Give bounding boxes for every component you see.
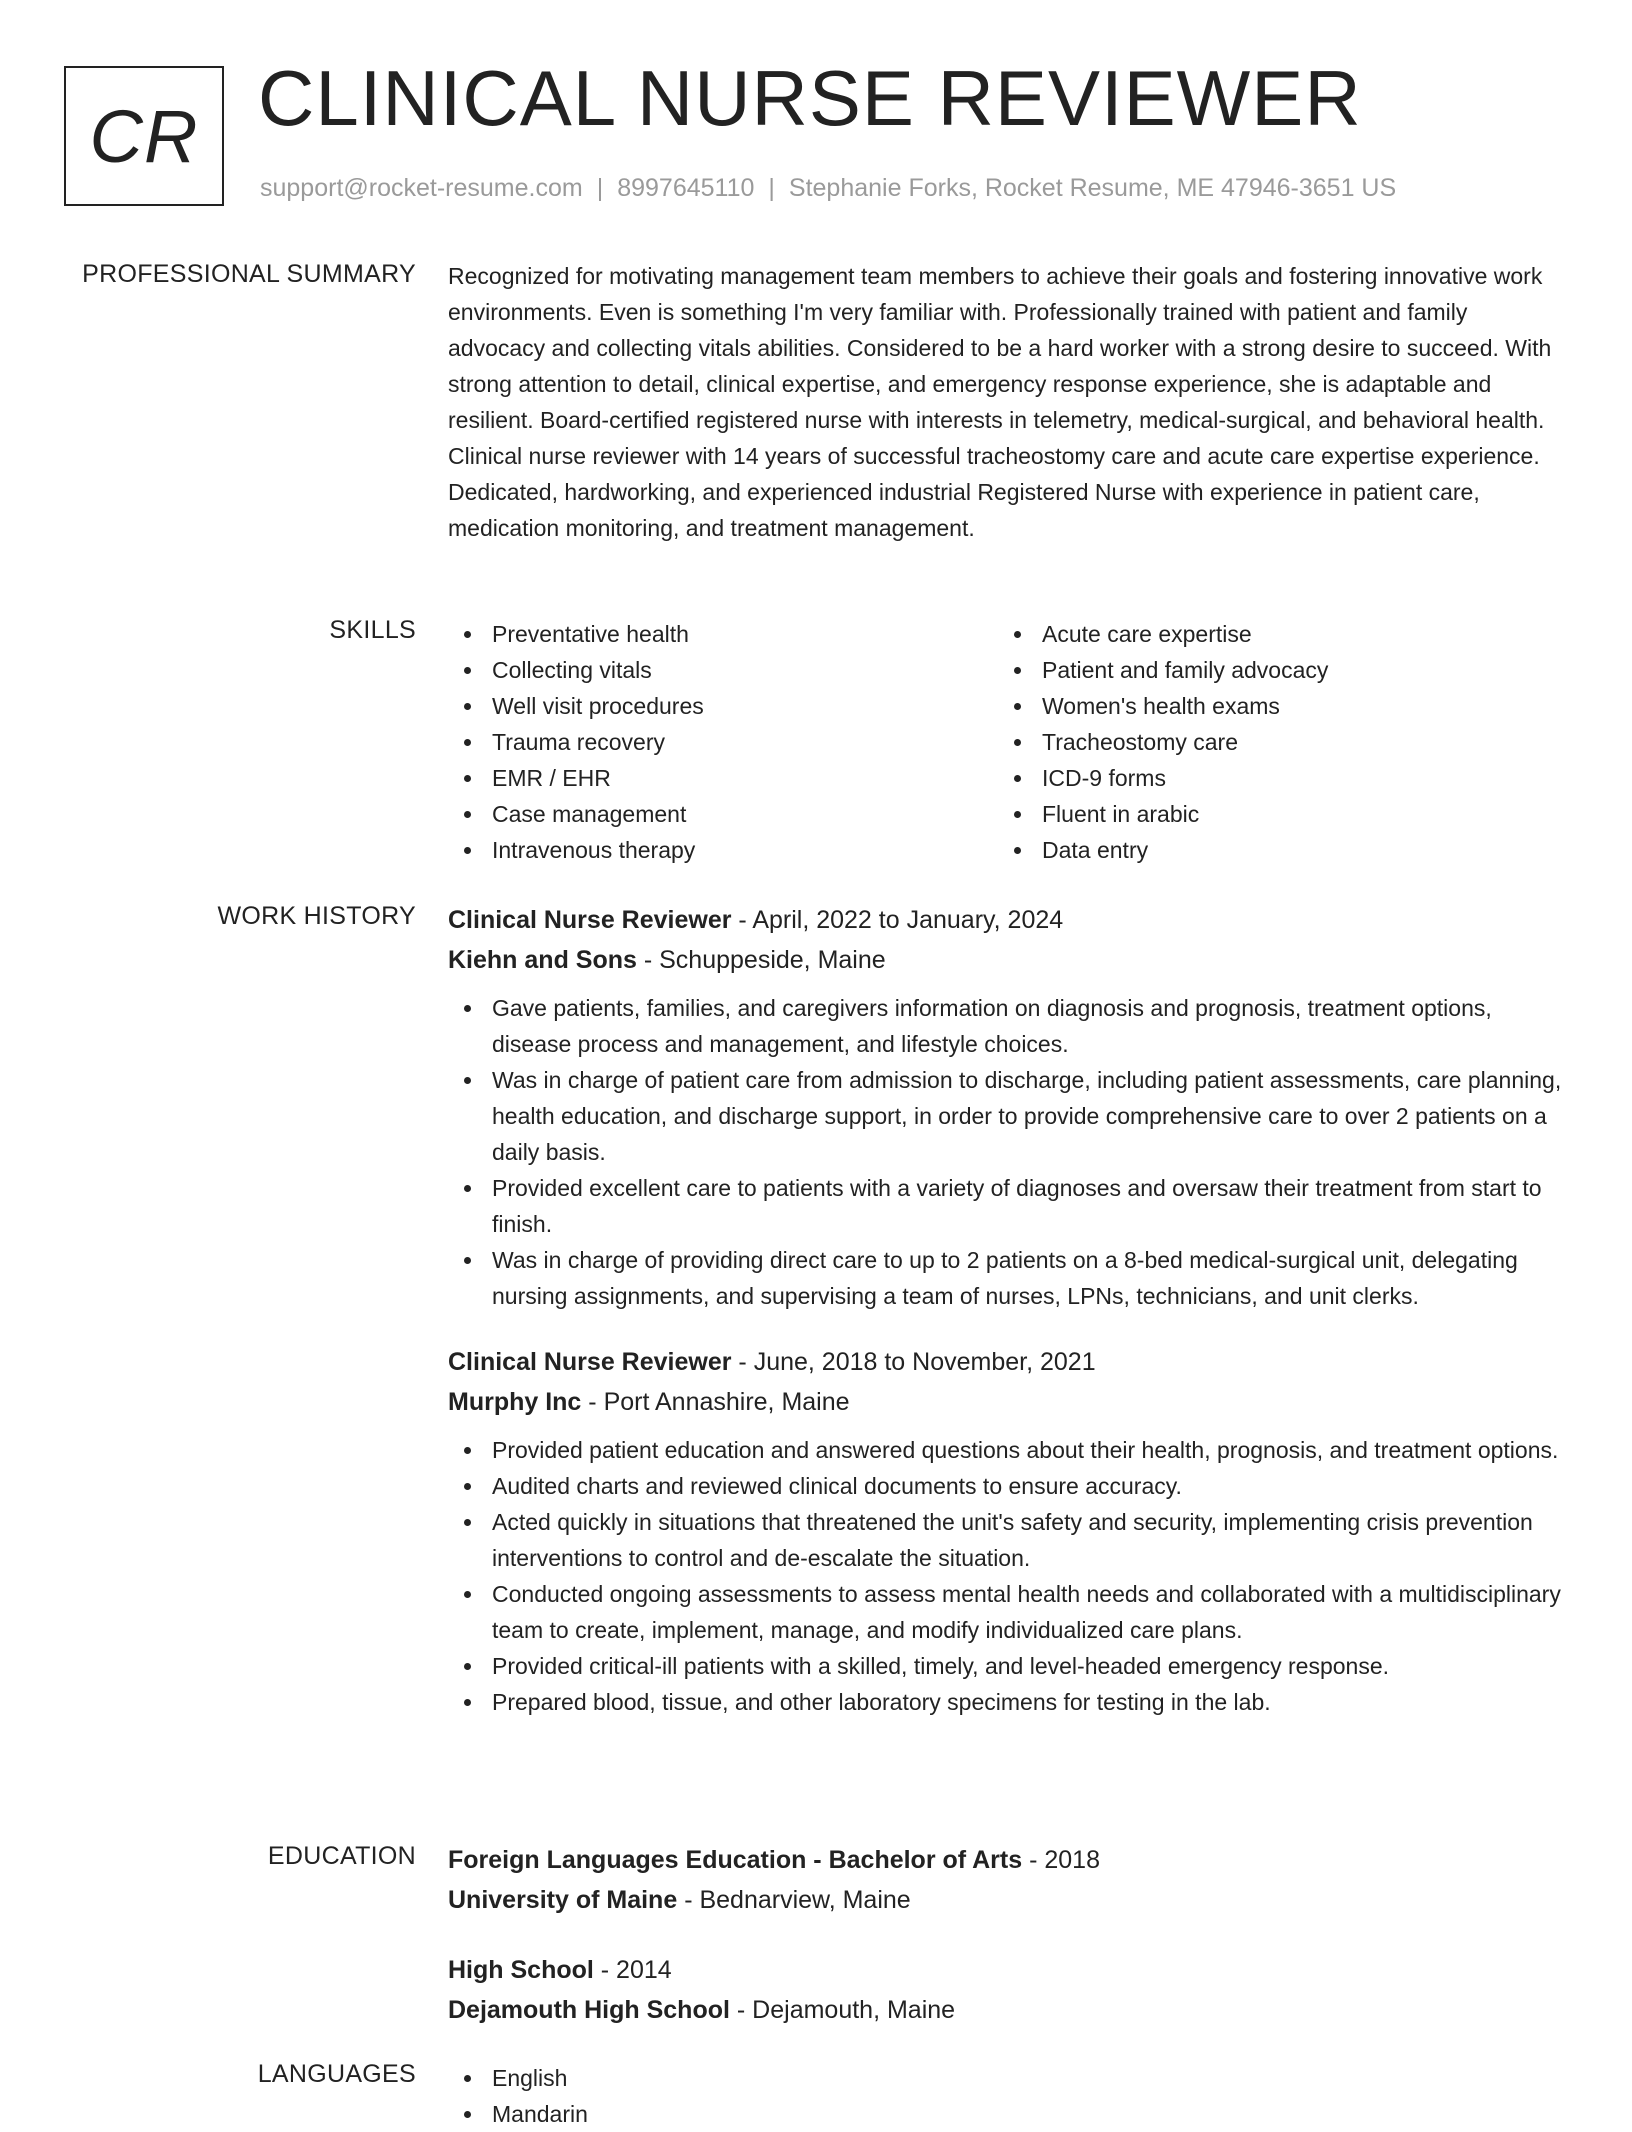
job-bullet: Provided excellent care to patients with a variety of diagnoses and oversaw their treatment from start to finish. bbox=[448, 1170, 1564, 1242]
job-bullet: Provided critical-ill patients with a skilled, timely, and level-headed emergency response. bbox=[448, 1648, 1564, 1684]
skill-item: Data entry bbox=[998, 832, 1548, 868]
job-bullets bbox=[448, 990, 1564, 1314]
languages-list bbox=[448, 2060, 1564, 2132]
languages-body bbox=[448, 2060, 1564, 2132]
edu-school-line bbox=[448, 1990, 1564, 2030]
job-title: Clinical Nurse Reviewer bbox=[448, 906, 732, 934]
skill-item: Collecting vitals bbox=[448, 652, 998, 688]
edu-school: Dejamouth High School bbox=[448, 1996, 730, 2024]
skills-body bbox=[448, 616, 1564, 868]
job-company-line bbox=[448, 1382, 1564, 1422]
job-bullet: Gave patients, families, and caregivers information on diagnosis and prognosis, treatment options, disease process and management, and lifestyle choices. bbox=[448, 990, 1564, 1062]
job-company: Murphy Inc bbox=[448, 1388, 582, 1416]
bullet-icon bbox=[464, 1447, 471, 1454]
education-entry bbox=[448, 1950, 1564, 2030]
education-entry bbox=[448, 1840, 1564, 1920]
edu-location: - Dejamouth, Maine bbox=[736, 1996, 956, 2024]
section-label-skills: SKILLS bbox=[329, 616, 416, 644]
job-bullet: Conducted ongoing assessments to assess mental health needs and collaborated with a multidisciplinary team to create, implement, manage, and modify individualized care plans. bbox=[448, 1576, 1564, 1648]
bullet-icon bbox=[1014, 847, 1021, 854]
bullet-icon bbox=[464, 811, 471, 818]
skill-item: Intravenous therapy bbox=[448, 832, 998, 868]
edu-location: - Bednarview, Maine bbox=[684, 1886, 911, 1914]
skill-item: Women's health exams bbox=[998, 688, 1548, 724]
bullet-icon bbox=[1014, 667, 1021, 674]
skill-item: Preventative health bbox=[448, 616, 998, 652]
skill-item: EMR / EHR bbox=[448, 760, 998, 796]
job-company: Kiehn and Sons bbox=[448, 946, 637, 974]
bullet-icon bbox=[464, 1005, 471, 1012]
bullet-icon bbox=[464, 2075, 471, 2082]
job-dates: - June, 2018 to November, 2021 bbox=[738, 1348, 1096, 1376]
job-bullet: Was in charge of patient care from admission to discharge, including patient assessments, care planning, health education, and discharge support, in order to provide comprehensive care to over 2 patients on a daily basis. bbox=[448, 1062, 1564, 1170]
job-bullet: Was in charge of providing direct care to up to 2 patients on a 8-bed medical-surgical unit, delegating nursing assignments, and supervising a team of nurses, LPNs, technicians, and unit clerks. bbox=[448, 1242, 1564, 1314]
monogram-initials: CR bbox=[89, 94, 199, 178]
bullet-icon bbox=[1014, 811, 1021, 818]
summary-text: Recognized for motivating management team members to achieve their goals and fostering innovative work environments. Even is something I'm very familiar with. Professionally trained with patient and family advocacy and collecting vitals abilities. Considered to be a hard worker with a strong desire to succeed. With strong attention to detail, clinical expertise, and emergency response experience, she is adaptable and resilient. Board-certified registered nurse with interests in telemetry, medical-surgical, and behavioral health. Clinical nurse reviewer with 14 years of successful tracheostomy care and acute care expertise experience. Dedicated, hardworking, and experienced industrial Registered Nurse with experience in patient care, medication monitoring, and treatment management. bbox=[448, 263, 1552, 541]
job-bullet: Audited charts and reviewed clinical documents to ensure accuracy. bbox=[448, 1468, 1564, 1504]
skill-item: Fluent in arabic bbox=[998, 796, 1548, 832]
job-location: - Schuppeside, Maine bbox=[643, 946, 886, 974]
contact-separator: | bbox=[596, 174, 604, 202]
skill-item: Trauma recovery bbox=[448, 724, 998, 760]
edu-school: University of Maine bbox=[448, 1886, 678, 1914]
bullet-icon bbox=[464, 847, 471, 854]
bullet-icon bbox=[1014, 775, 1021, 782]
bullet-icon bbox=[464, 1699, 471, 1706]
job-title-line bbox=[448, 900, 1564, 940]
section-label-languages: LANGUAGES bbox=[257, 2060, 416, 2088]
skill-item: Tracheostomy care bbox=[998, 724, 1548, 760]
language-item: English bbox=[448, 2060, 1564, 2096]
contact-email[interactable]: support@rocket-resume.com bbox=[260, 174, 583, 202]
contact-phone[interactable]: 8997645110 bbox=[617, 174, 755, 202]
edu-year: - 2014 bbox=[600, 1956, 672, 1984]
language-item: Mandarin bbox=[448, 2096, 1564, 2132]
bullet-icon bbox=[1014, 631, 1021, 638]
bullet-icon bbox=[464, 1591, 471, 1598]
job-company-line bbox=[448, 940, 1564, 980]
summary-body bbox=[448, 258, 1564, 546]
job-title-line bbox=[448, 1342, 1564, 1382]
skill-item: ICD-9 forms bbox=[998, 760, 1548, 796]
job-dates: - April, 2022 to January, 2024 bbox=[738, 906, 1064, 934]
edu-degree-line bbox=[448, 1950, 1564, 1990]
bullet-icon bbox=[1014, 739, 1021, 746]
skill-item: Case management bbox=[448, 796, 998, 832]
section-label-work: WORK HISTORY bbox=[217, 902, 416, 930]
job-bullets bbox=[448, 1432, 1564, 1720]
job-location: - Port Annashire, Maine bbox=[588, 1388, 850, 1416]
contact-line bbox=[260, 174, 1396, 203]
section-label-education: EDUCATION bbox=[267, 1842, 416, 1870]
bullet-icon bbox=[464, 631, 471, 638]
skills-list-right bbox=[998, 616, 1548, 868]
edu-degree: High School bbox=[448, 1956, 594, 1984]
job-bullet: Acted quickly in situations that threatened the unit's safety and security, implementing crisis prevention interventions to control and de-escalate the situation. bbox=[448, 1504, 1564, 1576]
skill-item: Patient and family advocacy bbox=[998, 652, 1548, 688]
resume-name: CLINICAL NURSE REVIEWER bbox=[258, 54, 1362, 142]
job-title: Clinical Nurse Reviewer bbox=[448, 1348, 732, 1376]
edu-degree-line bbox=[448, 1840, 1564, 1880]
bullet-icon bbox=[464, 1483, 471, 1490]
bullet-icon bbox=[464, 1519, 471, 1526]
job-bullet: Provided patient education and answered questions about their health, prognosis, and treatment options. bbox=[448, 1432, 1564, 1468]
bullet-icon bbox=[464, 703, 471, 710]
bullet-icon bbox=[1014, 703, 1021, 710]
bullet-icon bbox=[464, 739, 471, 746]
bullet-icon bbox=[464, 1077, 471, 1084]
contact-address: Stephanie Forks, Rocket Resume, ME 47946-3651 US bbox=[788, 174, 1397, 202]
bullet-icon bbox=[464, 667, 471, 674]
edu-school-line bbox=[448, 1880, 1564, 1920]
monogram-box bbox=[64, 66, 224, 206]
job-entry bbox=[448, 900, 1564, 1314]
bullet-icon bbox=[464, 1185, 471, 1192]
bullet-icon bbox=[464, 1257, 471, 1264]
bullet-icon bbox=[464, 2111, 471, 2118]
edu-degree: Foreign Languages Education - Bachelor of Arts bbox=[448, 1846, 1023, 1874]
job-entry bbox=[448, 1342, 1564, 1720]
contact-separator: | bbox=[768, 174, 775, 202]
job-bullet: Prepared blood, tissue, and other laboratory specimens for testing in the lab. bbox=[448, 1684, 1564, 1720]
work-body bbox=[448, 900, 1564, 1720]
bullet-icon bbox=[464, 775, 471, 782]
skill-item: Acute care expertise bbox=[998, 616, 1548, 652]
edu-year: - 2018 bbox=[1029, 1846, 1100, 1874]
skills-list-left bbox=[448, 616, 998, 868]
education-body bbox=[448, 1840, 1564, 2030]
skill-item: Well visit procedures bbox=[448, 688, 998, 724]
section-label-summary: PROFESSIONAL SUMMARY bbox=[82, 260, 416, 288]
bullet-icon bbox=[464, 1663, 471, 1670]
